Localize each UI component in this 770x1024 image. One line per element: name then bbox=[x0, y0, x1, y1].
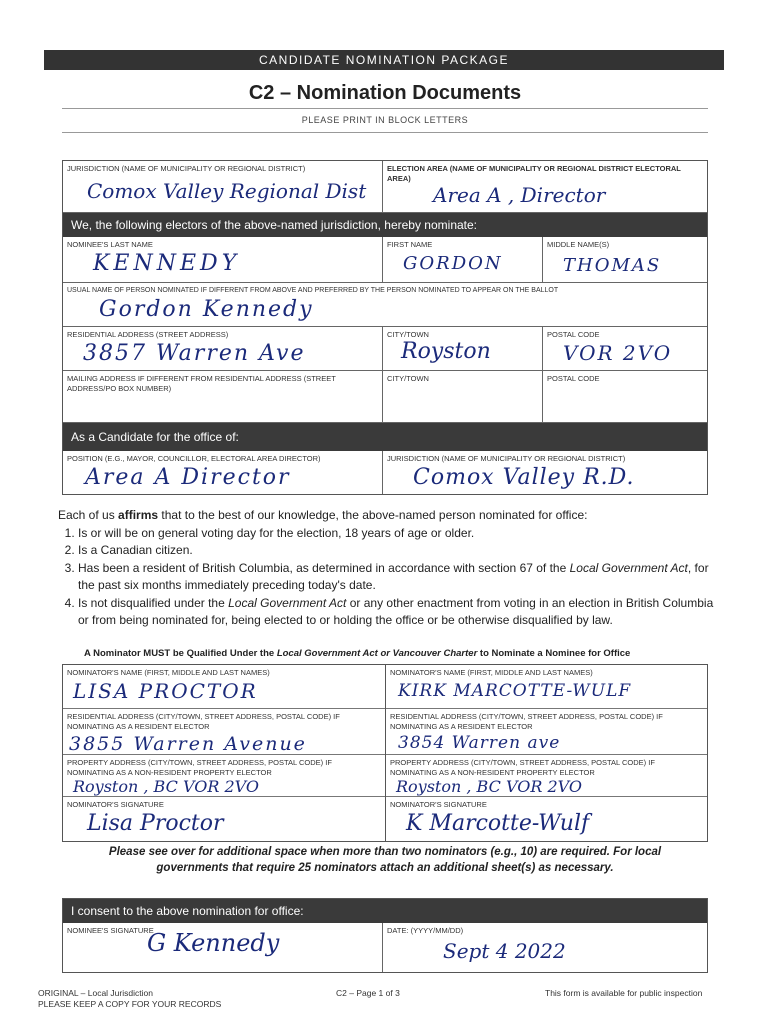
position-value: Area A Director bbox=[85, 465, 291, 490]
nominator-1-signature: Lisa Proctor bbox=[87, 811, 224, 836]
residential-address-field[interactable]: RESIDENTIAL ADDRESS (STREET ADDRESS) 3857 Warren Ave bbox=[63, 327, 383, 371]
first-name-field[interactable]: FIRST NAME GORDON bbox=[383, 237, 543, 283]
package-banner: CANDIDATE NOMINATION PACKAGE bbox=[44, 50, 724, 70]
print-instruction: PLEASE PRINT IN BLOCK LETTERS bbox=[301, 115, 469, 125]
nominator-2-residential-field[interactable]: RESIDENTIAL ADDRESS (CITY/TOWN, STREET ADDRESS, POSTAL CODE) IF NOMINATING AS A RESIDENT ELECTOR 3854 Warren ave bbox=[386, 709, 707, 755]
nominator-1-name: LISA PROCTOR bbox=[73, 679, 258, 703]
city-value: Royston bbox=[401, 339, 491, 364]
mailing-city-field[interactable]: CITY/TOWN bbox=[383, 371, 543, 423]
consent-bar: I consent to the above nomination for office: bbox=[63, 899, 707, 923]
nominee-form bbox=[62, 160, 708, 495]
election-area-field[interactable]: ELECTION AREA (NAME OF MUNICIPALITY OR REGIONAL DISTRICT ELECTORAL AREA) Area A , Director bbox=[383, 161, 707, 213]
affirmation-text bbox=[58, 507, 718, 630]
public-inspection-note: This form is available for public inspection bbox=[545, 988, 703, 998]
page-number: C2 – Page 1 of 3 bbox=[336, 988, 400, 998]
residential-address-value: 3857 Warren Ave bbox=[83, 341, 306, 366]
last-name-field[interactable]: NOMINEE'S LAST NAME KENNEDY bbox=[63, 237, 383, 283]
nominee-signature: G Kennedy bbox=[147, 929, 280, 957]
affirmation-item-1: 1. Is or will be on general voting day for the election, 18 years of age or older. bbox=[78, 525, 718, 543]
office-jurisdiction-field[interactable]: JURISDICTION (NAME OF MUNICIPALITY OR REGIONAL DISTRICT) Comox Valley R.D. bbox=[387, 454, 635, 490]
usual-name-value: Gordon Kennedy bbox=[99, 297, 314, 322]
nominator-2-name-field[interactable]: NOMINATOR'S NAME (FIRST, MIDDLE AND LAST NAMES) KIRK MARCOTTE-WULF bbox=[386, 665, 707, 709]
additional-space-note: Please see over for additional space when more than two nominators (e.g., 10) are required. For local governments that require 25 nominators attach an additional sheet(s) as necessary. bbox=[108, 846, 662, 874]
nominator-2-property-field[interactable]: PROPERTY ADDRESS (CITY/TOWN, STREET ADDRESS, POSTAL CODE) IF NOMINATING AS A NON-RESIDENT PROPERTY ELECTOR Royston , BC VOR 2VO bbox=[386, 755, 707, 797]
mailing-postal-field[interactable]: POSTAL CODE bbox=[543, 371, 707, 423]
affirmation-intro: Each of us affirms that to the best of our knowledge, the above-named person nominated for office: bbox=[58, 508, 588, 522]
nominators-table bbox=[62, 664, 708, 842]
nominator-2-signature-field[interactable]: NOMINATOR'S SIGNATURE K Marcotte-Wulf bbox=[390, 800, 590, 836]
middle-name-value: THOMAS bbox=[563, 255, 662, 276]
nominator-2-signature: K Marcotte-Wulf bbox=[406, 811, 590, 836]
nominator-1-name-field[interactable]: NOMINATOR'S NAME (FIRST, MIDDLE AND LAST NAMES) LISA PROCTOR bbox=[63, 665, 385, 709]
candidate-bar: As a Candidate for the office of: bbox=[63, 423, 707, 451]
footer-copy-note: ORIGINAL – Local Jurisdiction PLEASE KEEP A COPY FOR YOUR RECORDS bbox=[38, 988, 222, 1009]
office-jurisdiction-value: Comox Valley R.D. bbox=[413, 465, 635, 490]
first-name-value: GORDON bbox=[403, 253, 503, 274]
mailing-address-field[interactable]: MAILING ADDRESS IF DIFFERENT FROM RESIDENTIAL ADDRESS (STREET ADDRESS/PO BOX NUMBER) bbox=[63, 371, 383, 423]
affirmation-item-3: 3. Has been a resident of British Columbia, as determined in accordance with section 67 of the Local Government Act, for the past six months immediately preceding today's date. bbox=[78, 560, 718, 595]
jurisdiction-field[interactable]: JURISDICTION (NAME OF MUNICIPALITY OR REGIONAL DISTRICT) Comox Valley Regional Dist bbox=[63, 161, 383, 213]
postal-code-value: VOR 2VO bbox=[563, 341, 673, 365]
nominator-1-residential: 3855 Warren Avenue bbox=[69, 733, 307, 755]
usual-name-field[interactable]: USUAL NAME OF PERSON NOMINATED IF DIFFERENT FROM ABOVE AND PREFERRED BY THE PERSON NOMINATED TO APPEAR ON THE BALLOT Gordon Kennedy bbox=[63, 283, 707, 327]
affirmation-item-2: 2. Is a Canadian citizen. bbox=[78, 542, 718, 560]
nominator-1 bbox=[63, 665, 386, 841]
nominators-title: A Nominator MUST be Qualified Under the Local Government Act or Vancouver Charter to Nominate a Nominee for Office bbox=[84, 648, 631, 659]
middle-name-field[interactable]: MIDDLE NAME(S) THOMAS bbox=[543, 237, 707, 283]
subtitle-rule bbox=[62, 132, 708, 133]
page-title: C2 – Nomination Documents bbox=[248, 82, 522, 104]
postal-code-field[interactable]: POSTAL CODE VOR 2VO bbox=[543, 327, 707, 371]
nominee-signature-field[interactable]: NOMINEE'S SIGNATURE G Kennedy bbox=[63, 923, 383, 972]
nominator-2-residential: 3854 Warren ave bbox=[398, 733, 561, 753]
nominator-2-property: Royston , BC VOR 2VO bbox=[396, 777, 583, 796]
nominator-1-residential-field[interactable]: RESIDENTIAL ADDRESS (CITY/TOWN, STREET ADDRESS, POSTAL CODE) IF NOMINATING AS A RESIDENT ELECTOR 3855 Warren Avenue bbox=[63, 709, 385, 755]
consent-section bbox=[62, 898, 708, 973]
nominator-1-property-field[interactable]: PROPERTY ADDRESS (CITY/TOWN, STREET ADDRESS, POSTAL CODE) IF NOMINATING AS A NON-RESIDENT PROPERTY ELECTOR Royston , BC VOR 2VO bbox=[63, 755, 385, 797]
title-rule bbox=[62, 108, 708, 109]
nominator-2 bbox=[386, 665, 707, 841]
date-field[interactable]: DATE: (YYYY/MM/DD) Sept 4 2022 bbox=[387, 926, 566, 963]
last-name-value: KENNEDY bbox=[93, 251, 241, 276]
election-area-value: Area A , Director bbox=[433, 183, 606, 207]
electors-bar: We, the following electors of the above-named jurisdiction, hereby nominate: bbox=[63, 213, 707, 237]
city-field[interactable]: CITY/TOWN Royston bbox=[383, 327, 543, 371]
affirmation-item-4: 4. Is not disqualified under the Local Government Act or any other enactment from voting in an election in British Columbia or from being nominated for, being elected to or holding the office or be otherwise disqualified by law. bbox=[78, 595, 718, 630]
nominator-1-property: Royston , BC VOR 2VO bbox=[73, 777, 260, 796]
nominator-2-name: KIRK MARCOTTE-WULF bbox=[398, 681, 632, 701]
position-field[interactable]: POSITION (E.G., MAYOR, COUNCILLOR, ELECTORAL AREA DIRECTOR) Area A Director bbox=[63, 451, 383, 494]
nominator-1-signature-field[interactable]: NOMINATOR'S SIGNATURE Lisa Proctor bbox=[67, 800, 224, 836]
jurisdiction-value: Comox Valley Regional Dist bbox=[87, 179, 367, 203]
date-value: Sept 4 2022 bbox=[443, 939, 566, 963]
